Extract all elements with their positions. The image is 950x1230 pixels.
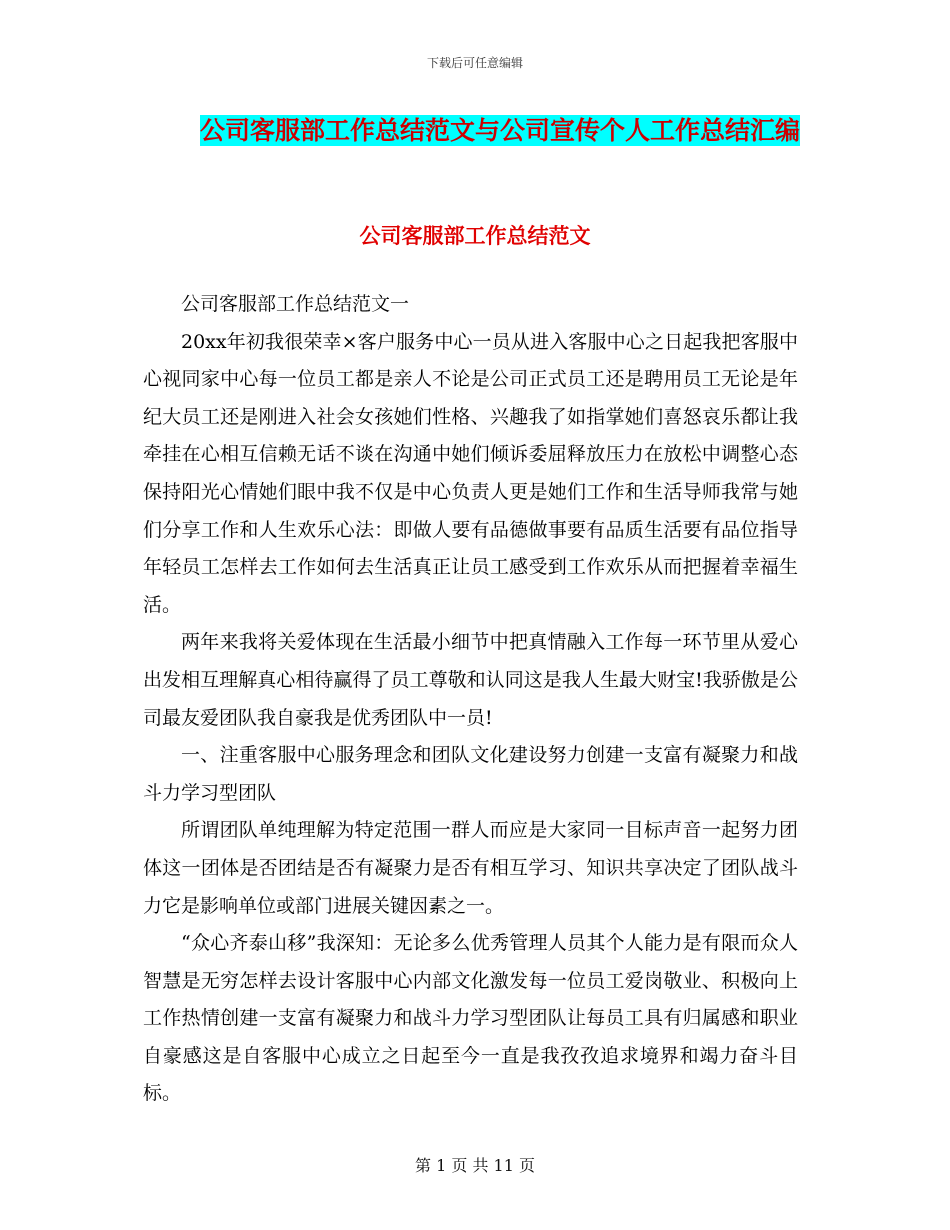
paragraph: “众心齐泰山移”我深知：无论多么优秀管理人员其个人能力是有限而众人智慧是无穷怎样去设计客服中心内部文化激发每一位员工爱岗敬业、积极向上工作热情创建一支富有凝聚力和战斗力学习型团队让每员工具有归属感和职业自豪感这是自客服中心成立之日起至今一直是我孜孜追求境界和竭力奋斗目标。 <box>143 932 798 1105</box>
paragraph: 两年来我将关爱体现在生活最小细节中把真情融入工作每一环节里从爱心出发相互理解真心相待赢得了员工尊敬和认同这是我人生最大财宝!我骄傲是公司最友爱团队我自豪我是优秀团队中一员! <box>143 631 798 729</box>
document-body <box>143 286 798 1113</box>
paragraph: 公司客服部工作总结范文一 <box>181 293 410 315</box>
page-footer-number: 第 1 页 共 11 页 <box>415 1156 535 1175</box>
section-title: 公司客服部工作总结范文 <box>359 224 591 248</box>
paragraph: 20xx年初我很荣幸×客户服务中心一员从进入客服中心之日起我把客服中心视同家中心每一位员工都是亲人不论是公司正式员工还是聘用员工无论是年纪大员工还是刚进入社会女孩她们性格、兴趣我了如指掌她们喜怒哀乐都让我牵挂在心相互信赖无话不谈在沟通中她们倾诉委屈释放压力在放松中调整心态保持阳光心情她们眼中我不仅是中心负责人更是她们工作和生活导师我常与她们分享工作和人生欢乐心法：即做人要有品德做事要有品质生活要有品位指导年轻员工怎样去工作如何去生活真正让员工感受到工作欢乐从而把握着幸福生活。 <box>143 330 798 616</box>
document-title-text: 公司客服部工作总结范文与公司宣传个人工作总结汇编 <box>199 116 800 145</box>
paragraph: 所谓团队单纯理解为特定范围一群人而应是大家同一目标声音一起努力团体这一团体是否团结是否有凝聚力是否有相互学习、知识共享决定了团队战斗力它是影响单位或部门进展关键因素之一。 <box>143 819 798 917</box>
page-header-note: 下载后可任意编辑 <box>426 56 523 70</box>
document-title <box>185 108 815 154</box>
paragraph: 一、注重客服中心服务理念和团队文化建设努力创建一支富有凝聚力和战斗力学习型团队 <box>143 744 798 804</box>
